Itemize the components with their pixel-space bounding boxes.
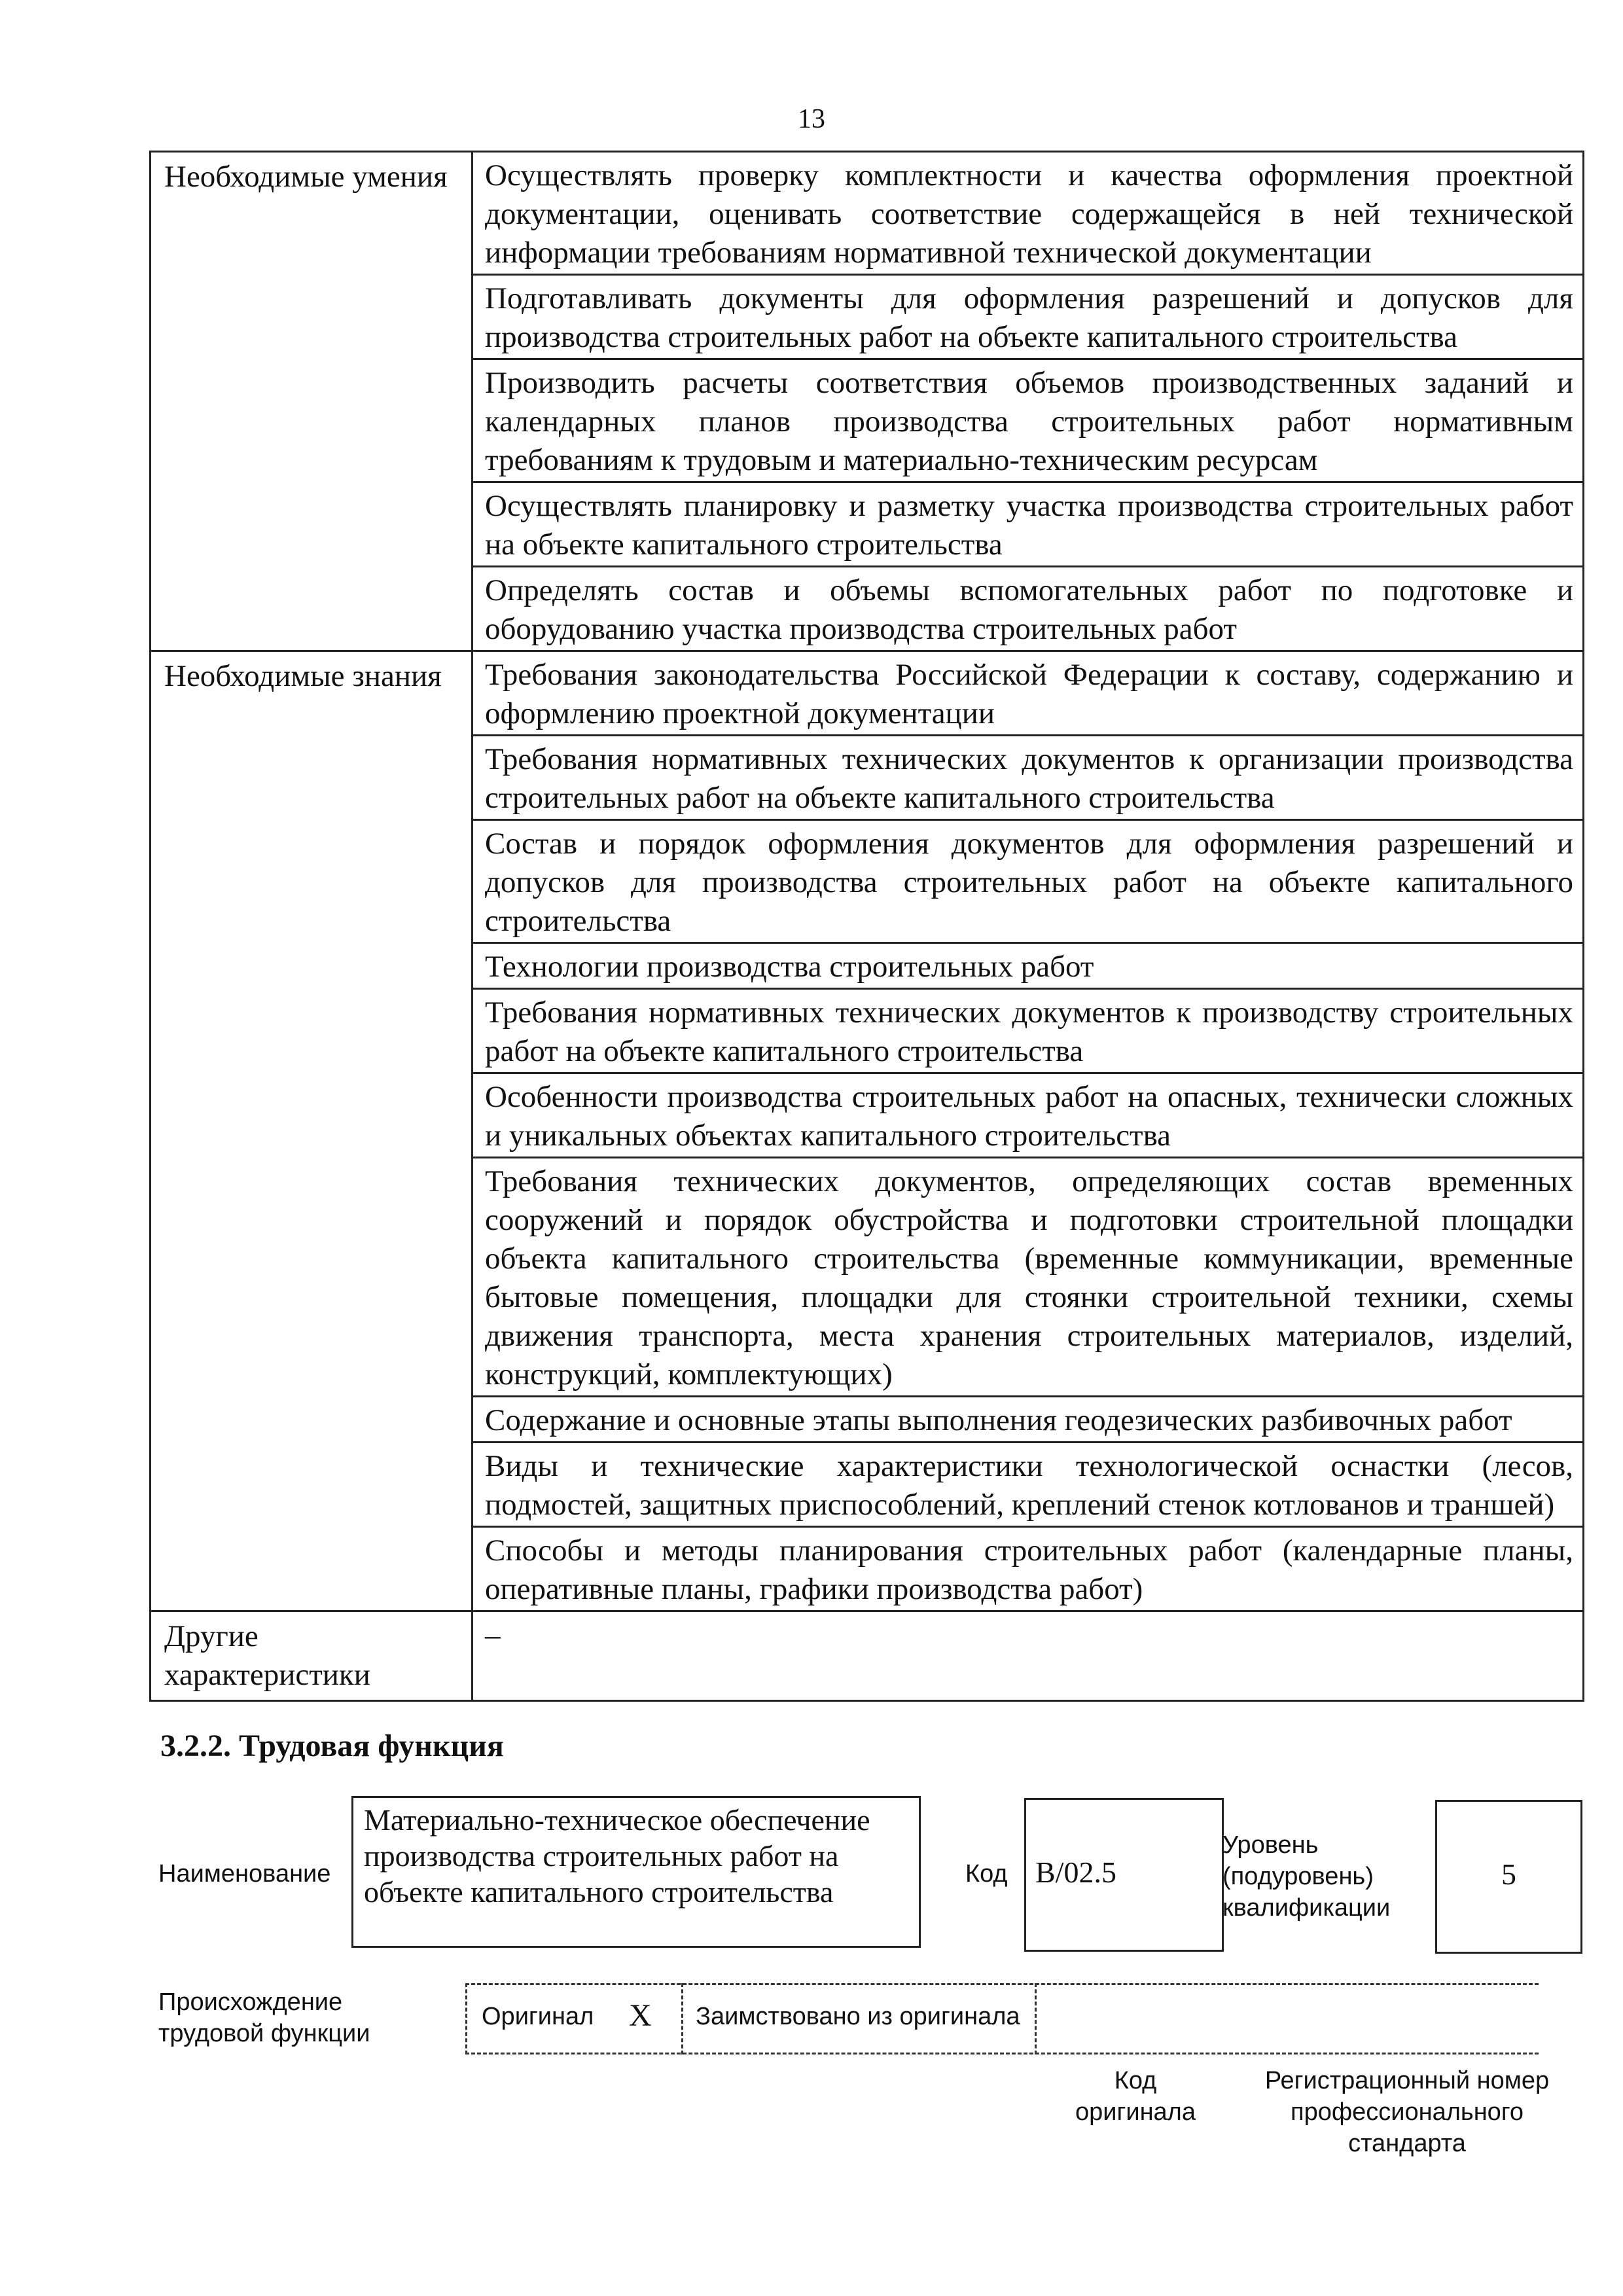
row-label-other: Другие характеристики bbox=[151, 1611, 473, 1701]
table-cell: Содержание и основные этапы выполнения геодезических разбивочных работ bbox=[473, 1397, 1584, 1443]
code-value-box: B/02.5 bbox=[1024, 1798, 1224, 1952]
name-value-box: Материально-техническое обеспечение производства строительных работ на объекте капитального строительства bbox=[351, 1796, 921, 1948]
divider bbox=[465, 1983, 1539, 1985]
code-label: Код bbox=[965, 1860, 1008, 1888]
code-original-line: оригинала bbox=[1075, 2098, 1196, 2126]
divider bbox=[681, 1983, 683, 2054]
registration-line: профессионального bbox=[1291, 2098, 1524, 2126]
divider bbox=[465, 2053, 1539, 2054]
level-label-line: квалификации bbox=[1222, 1894, 1391, 1922]
code-original-label bbox=[1047, 2065, 1224, 2128]
row-label-knowledge: Необходимые знания bbox=[151, 651, 473, 1611]
table-row bbox=[151, 1611, 1584, 1701]
table-row bbox=[151, 152, 1584, 275]
table-cell: – bbox=[473, 1611, 1584, 1701]
original-mark: X bbox=[629, 1998, 652, 2033]
table-cell: Требования нормативных технических документов к производству строительных работ на объекте капитального строительства bbox=[473, 989, 1584, 1073]
level-value-box: 5 bbox=[1435, 1800, 1582, 1954]
table-cell: Осуществлять планировку и разметку участка производства строительных работ на объекте капитального строительства bbox=[473, 482, 1584, 567]
table-cell: Особенности производства строительных работ на опасных, технически сложных и уникальных объектах капитального строительства bbox=[473, 1073, 1584, 1158]
registration-number-label bbox=[1257, 2065, 1558, 2159]
origin-row bbox=[465, 1983, 1539, 2055]
borrowed-label: Заимствовано из оригинала bbox=[696, 2003, 1020, 2030]
table-cell: Требования законодательства Российской Федерации к составу, содержанию и оформлению проектной документации bbox=[473, 651, 1584, 736]
original-label: Оригинал bbox=[482, 2003, 594, 2030]
divider bbox=[1035, 1983, 1037, 2054]
table-cell: Технологии производства строительных работ bbox=[473, 943, 1584, 989]
requirements-table bbox=[149, 151, 1584, 1702]
level-label-line: Уровень bbox=[1222, 1831, 1319, 1859]
table-cell: Состав и порядок оформления документов для оформления разрешений и допусков для производства строительных работ на объекте капитального строительства bbox=[473, 820, 1584, 943]
table-row bbox=[151, 651, 1584, 736]
table-cell: Определять состав и объемы вспомогательных работ по подготовке и оборудованию участка производства строительных работ bbox=[473, 567, 1584, 651]
registration-line: Регистрационный номер bbox=[1264, 2067, 1550, 2094]
table-cell: Виды и технические характеристики технологической оснастки (лесов, подмостей, защитных приспособлений, креплений стенок котлованов и траншей) bbox=[473, 1443, 1584, 1527]
row-label-skills: Необходимые умения bbox=[151, 152, 473, 651]
section-title: 3.2.2. Трудовая функция bbox=[160, 1729, 504, 1763]
origin-label-line: трудовой функции bbox=[158, 2020, 370, 2047]
table-cell: Осуществлять проверку комплектности и качества оформления проектной документации, оценивать соответствие содержащейся в ней технической информации требованиям нормативной технической документации bbox=[473, 152, 1584, 275]
divider bbox=[465, 1983, 467, 2054]
origin-label bbox=[158, 1986, 370, 2049]
name-label: Наименование bbox=[158, 1860, 331, 1888]
table-cell: Производить расчеты соответствия объемов производственных заданий и календарных планов производства строительных работ нормативным требованиям к трудовым и материально-техническим ресурсам bbox=[473, 359, 1584, 482]
level-label-line: (подуровень) bbox=[1222, 1863, 1374, 1890]
level-label bbox=[1222, 1829, 1390, 1924]
table-cell: Способы и методы планирования строительных работ (календарные планы, оперативные планы, графики производства работ) bbox=[473, 1527, 1584, 1611]
registration-line: стандарта bbox=[1348, 2130, 1466, 2157]
page-number: 13 bbox=[798, 104, 825, 134]
origin-label-line: Происхождение bbox=[158, 1988, 343, 2016]
table-cell: Требования нормативных технических документов к организации производства строительных работ на объекте капитального строительства bbox=[473, 736, 1584, 820]
code-original-line: Код bbox=[1114, 2067, 1157, 2094]
table-cell: Требования технических документов, определяющих состав временных сооружений и порядок обустройства и подготовки строительной площадки объекта капитального строительства (временные коммуникации, временные бытовые помещения, площадки для стоянки строительной техники, схемы движения транспорта, места хранения строительных материалов, изделий, конструкций, комплектующих) bbox=[473, 1158, 1584, 1397]
table-cell: Подготавливать документы для оформления разрешений и допусков для производства строительных работ на объекте капитального строительства bbox=[473, 275, 1584, 359]
